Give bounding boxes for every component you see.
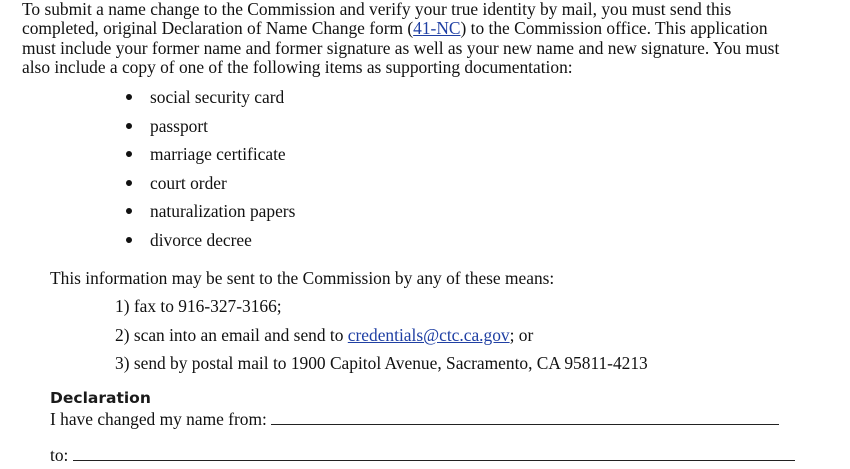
bullet-icon: [126, 123, 132, 129]
former-name-label: I have changed my name from:: [50, 409, 267, 429]
email-link[interactable]: credentials@ctc.ca.gov: [347, 325, 510, 345]
former-name-field[interactable]: [271, 409, 779, 425]
list-item-label: naturalization papers: [150, 201, 296, 222]
list-item-label: passport: [150, 115, 208, 136]
means-email-text: 2) scan into an email and send to: [115, 325, 348, 345]
former-name-row: [50, 409, 779, 429]
bullet-icon: [126, 208, 132, 214]
bullet-icon: [126, 151, 132, 157]
intro-text: ) to the Commission office. This application: [460, 18, 768, 39]
new-name-row: [50, 445, 795, 465]
bullet-icon: [126, 94, 132, 100]
intro-paragraph: [22, 0, 822, 78]
means-postal: 3) send by postal mail to 1900 Capitol Avenue, Sacramento, CA 95811-4213: [115, 353, 648, 373]
list-item: [124, 116, 295, 145]
declaration-heading: Declaration: [50, 389, 151, 407]
new-name-label: to:: [50, 445, 69, 465]
supporting-documents-list: [124, 87, 295, 259]
bullet-icon: [126, 237, 132, 243]
means-email-suffix: ; or: [509, 325, 534, 345]
intro-line: must include your former name and former signature as well as your new name and new signature. You must: [22, 37, 780, 58]
list-item: [124, 230, 295, 259]
list-item-label: court order: [150, 172, 227, 193]
list-item: [124, 144, 295, 173]
list-item-label: marriage certificate: [150, 144, 286, 165]
form-41nc-link[interactable]: 41-NC: [413, 18, 461, 39]
bullet-icon: [126, 180, 132, 186]
list-item: [124, 201, 295, 230]
list-item: [124, 87, 295, 116]
means-email: [115, 325, 533, 345]
intro-text: completed, original Declaration of Name Change form (: [22, 18, 414, 39]
intro-line: [22, 19, 822, 38]
intro-line: also include a copy of one of the following items as supporting documentation:: [22, 57, 573, 78]
new-name-field[interactable]: [73, 445, 795, 461]
list-item: [124, 173, 295, 202]
submission-means-intro: This information may be sent to the Commission by any of these means:: [50, 268, 555, 288]
intro-line: To submit a name change to the Commission and verify your true identity by mail, you must send this: [22, 0, 732, 19]
list-item-label: divorce decree: [150, 229, 252, 250]
list-item-label: social security card: [150, 87, 285, 107]
means-fax: 1) fax to 916-327-3166;: [115, 296, 282, 316]
